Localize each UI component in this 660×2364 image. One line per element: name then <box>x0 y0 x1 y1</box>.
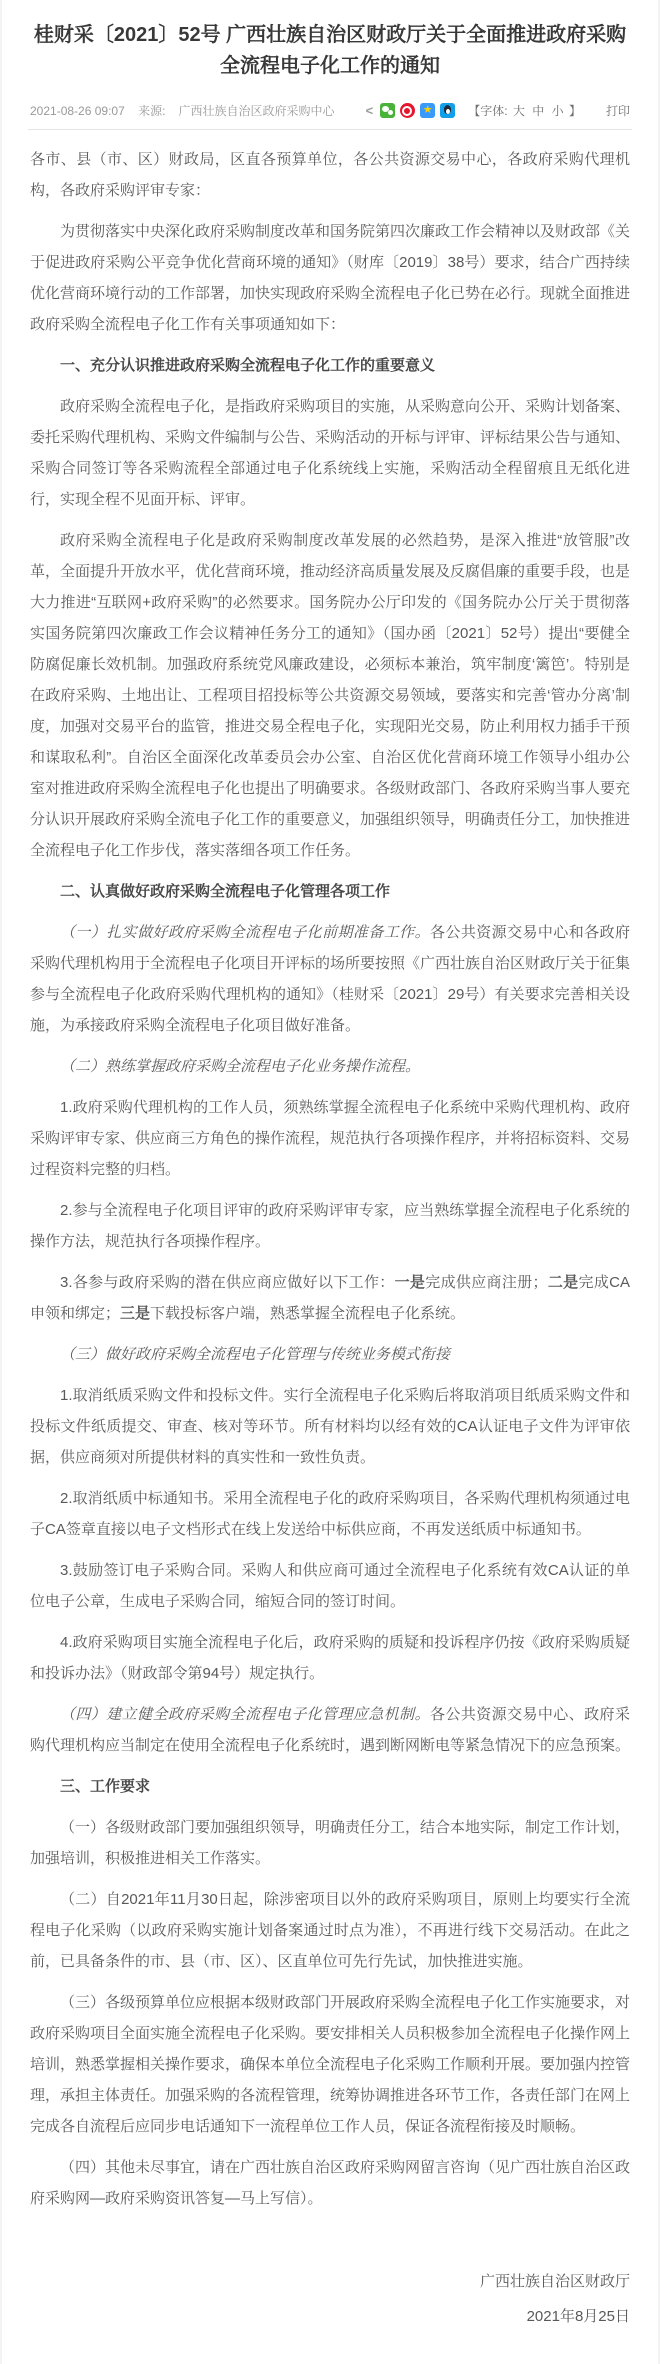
emphasis-text: 三是 <box>120 1305 151 1322</box>
paragraph <box>30 1699 630 1761</box>
section-heading: 三、工作要求 <box>60 1778 151 1795</box>
font-size-large-button[interactable]: 大 <box>512 104 525 118</box>
meta-right <box>366 102 630 119</box>
paragraph: 1.取消纸质采购文件和投标文件。实行全流程电子化采购后将取消项目纸质采购文件和投标文件纸质提交、审查、核对等环节。所有材料均以经有效的CA认证电子文件为评审依据，供应商须对所提供材料的真实性和一致性负责。 <box>30 1387 630 1466</box>
qzone-share-icon[interactable]: ★ <box>420 103 435 118</box>
meta-bar <box>30 98 630 129</box>
article-body <box>30 144 630 2214</box>
paragraph: 1.政府采购代理机构的工作人员，须熟练掌握全流程电子化系统中采购代理机构、政府采购评审专家、供应商三方角色的操作流程，规范执行各项操作程序，并将招标资料、交易过程资料完整的归档。 <box>30 1099 631 1178</box>
kai-lead-text: （四）建立健全政府采购全流程电子化管理应急机制。 <box>60 1705 430 1723</box>
publish-date: 2021-08-26 09:07 <box>30 104 125 118</box>
font-control-suffix: 】 <box>568 104 581 118</box>
paragraph: （二）自2021年11月30日起，除涉密项目以外的政府采购项目，原则上均要实行全流程电子化采购（以政府采购实施计划备案通过时点为准），不再进行线下交易活动。在此之前，已具备条件的市、县（市、区）、区直单位可先行先试，加快推进实施。 <box>30 1891 630 1970</box>
section-heading: 二、认真做好政府采购全流程电子化管理各项工作 <box>60 883 391 900</box>
font-size-medium-button[interactable]: 中 <box>532 104 545 118</box>
weibo-share-icon[interactable] <box>400 103 415 118</box>
paragraph: 为贯彻落实中央深化政府采购制度改革和国务院第四次廉政工作会精神以及财政部《关于促进政府采购公平竞争优化营商环境的通知》（财库〔2019〕38号）要求，结合广西持续优化营商环境行动的工作部署，加快实现政府采购全流程电子化已势在必行。现就全面推进政府采购全流程电子化工作有关事项通知如下： <box>30 223 631 333</box>
emphasis-text: 二是 <box>547 1274 579 1291</box>
share-icon[interactable]: < <box>365 103 374 118</box>
paragraph: 2.取消纸质中标通知书。采用全流程电子化的政府采购项目，各采购代理机构须通过电子CA签章直接以电子文档形式在线上发送给中标供应商，不再发送纸质中标通知书。 <box>30 1490 630 1538</box>
paragraph: 政府采购全流程电子化，是指政府采购项目的实施，从采购意向公开、采购计划备案、委托采购代理机构、采购文件编制与公告、采购活动的开标与评审、评标结果公告与通知、采购合同签订等各采购流程全部通过电子化系统线上实施，采购活动全程留痕且无纸化进行，实现全程不见面开标、评审。 <box>30 398 631 508</box>
emphasis-text: 一是 <box>394 1274 426 1291</box>
paragraph: 3.鼓励签订电子采购合同。采购人和供应商可通过全流程电子化系统有效CA认证的单位电子公章，生成电子采购合同，缩短合同的签订时间。 <box>30 1562 630 1610</box>
text-segment: 完成CA申领和绑定； <box>30 1274 630 1322</box>
section-heading: 一、充分认识推进政府采购全流程电子化工作的重要意义 <box>60 357 436 374</box>
text-segment: 各公共资源交易中心和各政府采购代理机构用于全流程电子化项目开评标的场所要按照《广西壮族自治区财政厅关于征集参与全流程电子化政府采购代理机构的通知》（桂财采〔2021〕29号）有关要求完善相关设施，为承接政府采购全流程电子化项目做好准备。 <box>30 924 631 1034</box>
meta-left <box>30 102 344 119</box>
footer <box>30 2264 630 2334</box>
qq-share-icon[interactable] <box>440 103 455 118</box>
paragraph: （三）做好政府采购全流程电子化管理与传统业务模式衔接 <box>60 1345 451 1363</box>
text-segment: 各公共资源交易中心、政府采购代理机构应当制定在使用全流程电子化系统时，遇到断网断电等紧急情况下的应急预案。 <box>30 1706 631 1754</box>
source-label: 来源: <box>138 104 166 118</box>
paragraph: 各市、县（市、区）财政局，区直各预算单位，各公共资源交易中心，各政府采购代理机构，各政府采购评审专家： <box>30 151 630 199</box>
sign-date: 2021年8月25日 <box>526 2308 630 2325</box>
paragraph: （二）熟练掌握政府采购全流程电子化业务操作流程。 <box>60 1057 421 1075</box>
paragraph <box>30 917 630 1041</box>
header-divider <box>28 129 632 130</box>
paragraph: （三）各级预算单位应根据本级财政部门开展政府采购全流程电子化工作实施要求，对政府采购项目全面实施全流程电子化采购。要安排相关人员积极参加全流程电子化操作网上培训，熟悉掌握相关操作要求，确保本单位全流程电子化采购工作顺利开展。要加强内控管理，承担主体责任。加强采购的各流程管理，统筹协调推进各环节工作，各责任部门在网上完成各自流程后应同步电话通知下一流程单位工作人员，保证各流程衔接及时顺畅。 <box>30 1994 631 2135</box>
paragraph: 4.政府采购项目实施全流程电子化后，政府采购的质疑和投诉程序仍按《政府采购质疑和投诉办法》（财政部令第94号）规定执行。 <box>30 1634 630 1682</box>
font-size-control <box>468 102 581 119</box>
paragraph: （四）其他未尽事宜，请在广西壮族自治区政府采购网留言咨询（见广西壮族自治区政府采购网—政府采购资讯答复—马上写信）。 <box>30 2159 631 2207</box>
paragraph: 政府采购全流程电子化是政府采购制度改革发展的必然趋势，是深入推进“放管服”改革，全面提升开放水平，优化营商环境，推动经济高质量发展及反腐倡廉的重要手段，也是大力推进“互联网+政府采购”的必然要求。国务院办公厅印发的《国务院办公厅关于贯彻落实国务院第四次廉政工作会议精神任务分工的通知》（国办函〔2021〕52号）提出“要健全防腐促廉长效机制。加强政府系统党风廉政建设，必须标本兼治，筑牢制度‘篱笆’。特别是在政府采购、土地出让、工程项目招投标等公共资源交易领域，要落实和完善‘管办分离’制度，加强对交易平台的监管，推进交易全程电子化，实现阳光交易，防止利用权力插手干预和谋取私利”。自治区全面深化改革委员会办公室、自治区优化营商环境工作领导小组办公室对推进政府采购全流程电子化也提出了明确要求。各级财政部门、各政府采购当事人要充分认识开展政府采购全流电子化工作的重要意义，加强组织领导，明确责任分工，加快推进全流程电子化工作步伐，落实落细各项工作任务。 <box>30 532 631 859</box>
font-control-prefix: 【字体: <box>468 104 508 118</box>
font-size-small-button[interactable]: 小 <box>551 104 564 118</box>
print-button[interactable]: 打印 <box>605 104 630 118</box>
source-name: 广西壮族自治区政府采购中心 <box>178 104 335 118</box>
signature: 广西壮族自治区财政厅 <box>479 2273 630 2290</box>
paragraph: （一）各级财政部门要加强组织领导，明确责任分工，结合本地实际，制定工作计划，加强培训，积极推进相关工作落实。 <box>30 1819 631 1867</box>
wechat-share-icon[interactable] <box>380 103 395 118</box>
text-segment: 下载投标客户端，熟悉掌握全流程电子化系统。 <box>150 1305 466 1322</box>
paragraph: 2.参与全流程电子化项目评审的政府采购评审专家，应当熟练掌握全流程电子化系统的操作方法，规范执行各项操作程序。 <box>30 1202 630 1250</box>
text-segment: 完成供应商注册； <box>425 1274 548 1291</box>
paragraph <box>30 1267 630 1329</box>
notice-page <box>2 0 658 2364</box>
kai-lead-text: （一）扎实做好政府采购全流程电子化前期准备工作。 <box>60 923 430 941</box>
text-segment: 3.各参与政府采购的潜在供应商应做好以下工作： <box>60 1274 395 1291</box>
page-title: 桂财采〔2021〕52号 广西壮族自治区财政厅关于全面推进政府采购全流程电子化工作的通知 <box>33 24 627 77</box>
